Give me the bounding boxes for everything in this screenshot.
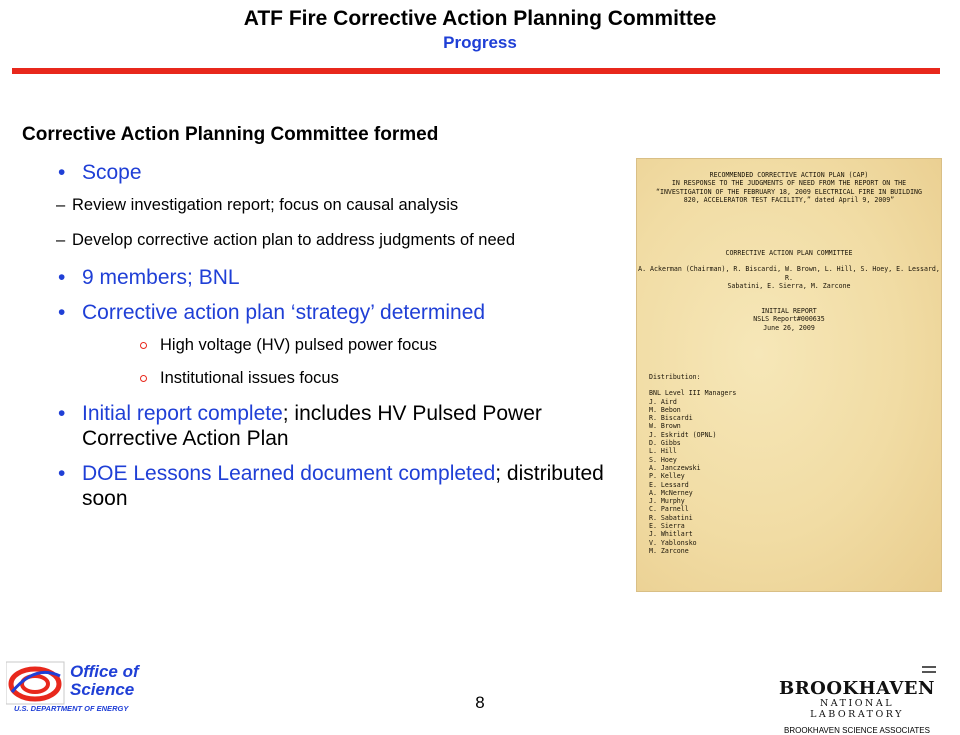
brookhaven-mark-icon xyxy=(920,660,938,678)
national-laboratory-text: NATIONAL LABORATORY xyxy=(810,698,904,720)
page-number: 8 xyxy=(475,693,485,712)
sub-bullet-strategy-1: High voltage (HV) pulsed power focus xyxy=(0,335,623,356)
slide-title: ATF Fire Corrective Action Planning Committee xyxy=(243,7,717,30)
doc-distribution-block: Distribution: BNL Level III Managers J. Aird M. Bebon R. Biscardi W. Brown J. Eskridt (OPNL) D. Gibbs L. Hill S. Hoey A. Janczewski P. Kelley E. Lessard A. McNerney J. Murphy C. Parnell R. Sabatini E. Sierra J. Whitlart V. Yablonsko M. Zarcone xyxy=(649,373,737,555)
report-cover-image xyxy=(636,158,942,592)
bullet-strategy: • Corrective action plan ‘strategy’ determined xyxy=(58,301,486,324)
bullet-doe-lessons: • DOE Lessons Learned document completed; distributed soon xyxy=(58,462,604,510)
sub-bullet-strategy-2: Institutional issues focus xyxy=(0,368,623,389)
circle-bullet-icon xyxy=(140,342,147,349)
doe-office-of-text: Office of xyxy=(70,662,139,681)
bullet-dot: • xyxy=(58,266,66,289)
section-heading: Corrective Action Planning Committee formed xyxy=(22,124,439,145)
bullet-dot: • xyxy=(58,301,66,324)
doe-dept-text: U.S. DEPARTMENT OF ENERGY xyxy=(14,704,129,713)
sub-bullet-scope-1: – Review investigation report; focus on causal analysis xyxy=(56,196,459,214)
doc-committee-block: CORRECTIVE ACTION PLAN COMMITTEE A. Ackerman (Chairman), R. Biscardi, W. Brown, L. Hill, S. Hoey, E. Lessard, R. Sabatini, E. Sierra, M. Zarcone xyxy=(638,249,940,290)
bullet-dot: • xyxy=(58,402,66,425)
dash-marker: – xyxy=(56,231,66,249)
doc-title-block: RECOMMENDED CORRECTIVE ACTION PLAN (CAP) IN RESPONSE TO THE JUDGMENTS OF NEED FROM THE REPORT ON THE “INVESTIGATION OF THE FEBRUARY 18, 2009 ELECTRICAL FIRE IN BUILDING 820, ACCELERATOR TEST FACILITY,” dated April 9, 2009” xyxy=(656,171,922,204)
circle-bullet-icon xyxy=(140,375,147,382)
bullet-list xyxy=(58,160,623,521)
doe-science-text: Science xyxy=(70,680,135,699)
bullet-scope: • Scope xyxy=(58,161,142,184)
doc-report-block: INITIAL REPORT NSLS Report#000635 June 26, 2009 xyxy=(753,307,825,332)
bullet-members: • 9 members; BNL xyxy=(58,266,240,289)
bullet-initial-report: • Initial report complete; includes HV Pulsed Power Corrective Action Plan xyxy=(58,402,542,450)
slide-header xyxy=(0,6,960,54)
brookhaven-name: BROOKHAVEN xyxy=(779,678,935,699)
slide-subtitle: Progress xyxy=(443,33,517,52)
brookhaven-science-associates: BROOKHAVEN SCIENCE ASSOCIATES xyxy=(784,726,930,735)
dash-marker: – xyxy=(56,196,66,214)
bullet-dot: • xyxy=(58,161,66,184)
bullet-dot: • xyxy=(58,462,66,485)
brookhaven-logo xyxy=(772,660,942,735)
header-divider xyxy=(12,68,940,74)
sub-bullet-scope-2: – Develop corrective action plan to address judgments of need xyxy=(56,231,516,249)
